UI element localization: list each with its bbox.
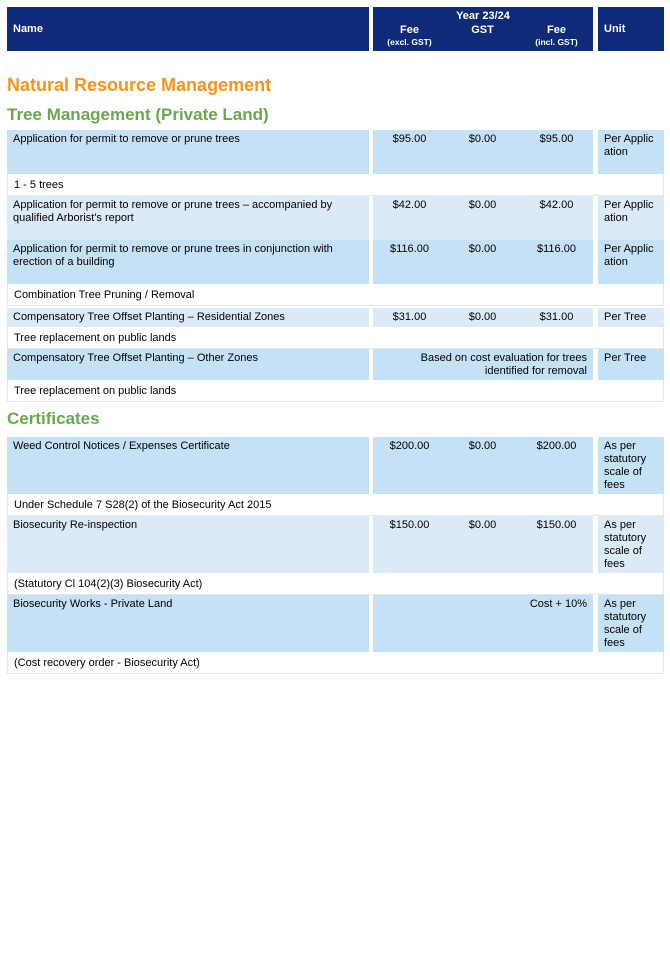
fee-gst: $0.00 — [468, 243, 497, 255]
table-row — [7, 516, 664, 573]
row-fees — [373, 437, 593, 494]
header-gst: GST — [471, 24, 494, 36]
row-unit: Per Application — [598, 240, 664, 284]
row-name: Biosecurity Re-inspection — [7, 516, 369, 573]
fee-gst: $0.00 — [468, 133, 497, 145]
fee-gst: $0.00 — [468, 199, 497, 211]
table-row — [7, 437, 664, 494]
row-name: Compensatory Tree Offset Planting – Other Zones — [7, 349, 369, 380]
row-name: Compensatory Tree Offset Planting – Residential Zones — [7, 308, 369, 327]
row-note: (Statutory Cl 104(2)(3) Biosecurity Act) — [7, 573, 664, 595]
table-row — [7, 240, 664, 284]
fee-description: Based on cost evaluation for trees identified for removal — [420, 352, 587, 377]
row-note: Tree replacement on public lands — [7, 327, 664, 349]
row-note: Combination Tree Pruning / Removal — [7, 284, 664, 306]
section-title-certificates: Certificates — [7, 409, 100, 428]
row-name: Biosecurity Works - Private Land — [7, 595, 369, 652]
row-name: Application for permit to remove or prune trees in conjunction with erection of a building — [7, 240, 369, 284]
row-name: Application for permit to remove or prune trees – accompanied by qualified Arborist's report — [7, 196, 369, 240]
fee-incl: $200.00 — [536, 440, 577, 452]
fee-excl: $95.00 — [392, 133, 427, 145]
row-unit: As per statutory scale of fees — [598, 516, 664, 573]
table-header — [7, 7, 664, 51]
row-unit: Per Application — [598, 196, 664, 240]
header-year: Year 23/24 — [456, 10, 510, 22]
header-fee-excl: Fee (excl. GST) — [387, 24, 432, 47]
section-title-tree: Tree Management (Private Land) — [7, 105, 269, 124]
row-note: Under Schedule 7 S28(2) of the Biosecurity Act 2015 — [7, 494, 664, 516]
table-row — [7, 595, 664, 652]
fee-gst: $0.00 — [468, 311, 497, 323]
row-fees — [373, 595, 593, 652]
fee-excl: $31.00 — [392, 311, 427, 323]
row-name: Weed Control Notices / Expenses Certificate — [7, 437, 369, 494]
row-unit: Per Tree — [598, 349, 664, 380]
fee-incl: $42.00 — [539, 199, 574, 211]
table-row — [7, 349, 664, 380]
fee-schedule-page — [7, 7, 664, 674]
fee-incl: $31.00 — [539, 311, 574, 323]
row-fees — [373, 349, 593, 380]
header-unit: Unit — [598, 7, 664, 51]
fee-excl: $200.00 — [389, 440, 430, 452]
header-year-group — [373, 7, 593, 51]
row-fees — [373, 196, 593, 240]
fee-gst: $0.00 — [468, 440, 497, 452]
row-note: Tree replacement on public lands — [7, 380, 664, 402]
header-fee-incl: Fee (incl. GST) — [535, 24, 578, 47]
row-fees — [373, 240, 593, 284]
fee-incl: $150.00 — [536, 519, 577, 531]
row-fees — [373, 516, 593, 573]
row-name: Application for permit to remove or prune trees — [7, 130, 369, 174]
row-unit: As per statutory scale of fees — [598, 437, 664, 494]
header-name: Name — [7, 7, 369, 51]
row-note: (Cost recovery order - Biosecurity Act) — [7, 652, 664, 674]
fee-excl: $42.00 — [392, 199, 427, 211]
table-row — [7, 196, 664, 240]
table-row — [7, 308, 664, 327]
fee-incl: $95.00 — [539, 133, 574, 145]
row-unit: Per Application — [598, 130, 664, 174]
fee-gst: $0.00 — [468, 519, 497, 531]
section-title-nrm: Natural Resource Management — [7, 75, 272, 95]
fee-excl: $150.00 — [389, 519, 430, 531]
fee-incl: $116.00 — [537, 243, 576, 255]
row-unit: Per Tree — [598, 308, 664, 327]
fee-excl: $116.00 — [390, 243, 429, 255]
row-unit: As per statutory scale of fees — [598, 595, 664, 652]
row-fees — [373, 308, 593, 327]
row-note: 1 - 5 trees — [7, 174, 664, 196]
row-fees — [373, 130, 593, 174]
fee-description: Cost + 10% — [529, 598, 587, 610]
table-row — [7, 130, 664, 174]
